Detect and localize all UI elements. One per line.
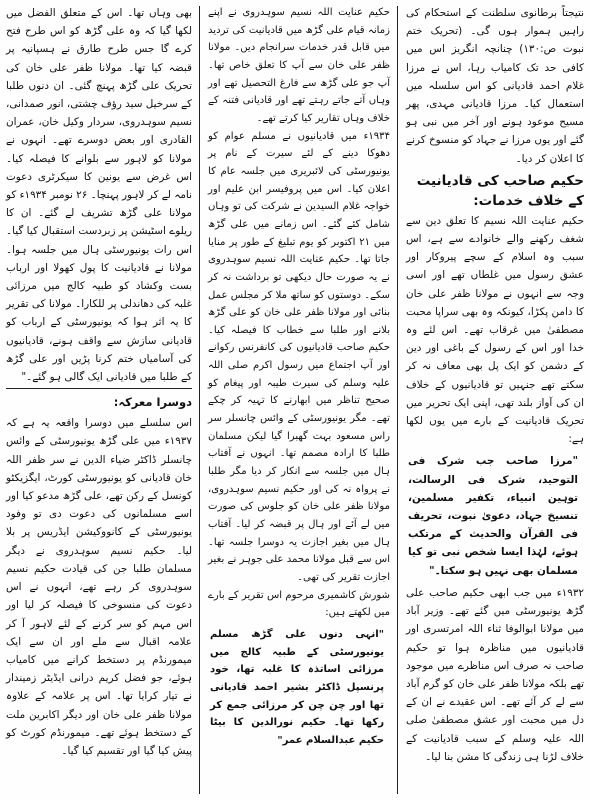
middle-column — [208, 4, 390, 796]
section-heading: حکیم صاحب کی قادیانیت کے خلاف خدمات: — [416, 172, 584, 209]
block-quote-shorish: "انہی دنوں علی گڑھ مسلم یونیورسٹی کے طبیہ کالج میں مرزائی اساتذہ کا غلبہ تھا، خود پرنسپل ڈاکٹر بشیر احمد قادیانی تھا اور چن چن کر مرزائی جمع کر رکھا تھا۔ حکیم نورالدین کا بیٹا حکیم عبدالسلام عمر" — [210, 628, 384, 746]
right-column — [406, 4, 584, 796]
right-paragraph-2: حکیم عنایت اللہ نسیم کا تعلق دین سے شغف رکھنے والے خانوادے سے ہے، اس سبب وہ اسلام کے سچے پیروکار اور عشق رسول میں غلطاں تھے اور اسی وجہ سے انہوں نے مولانا ظفر علی خان کا دامن پکڑا، کیونکہ وہ بھی سراپا محبت مصطفیٰ میں غرقاب تھے۔ اس لئے وہ خدا اور اس کے رسول کے باغی اور دین کے دشمن کو ایک پل بھی معاف نہ کر سکتے تھے جنہیں تو قادیانیوں کے خلاف ان کی آواز بلند تھی، اپنی ایک تحریر میں تحریک قادیانیت کے بارے میں یوں لکھا ہے: — [406, 214, 584, 446]
section-subheading: دوسرا معرکہ: — [113, 395, 192, 410]
middle-paragraph-3: شورش کاشمیری مرحوم اس تقریر کے بارے میں لکھتے ہیں: — [208, 589, 390, 619]
left-column — [6, 4, 192, 796]
block-quote-mirza: "مرزا صاحب جب شرک فی التوحید، شرک فی الرسالت، توہین انبیاء، تکفیر مسلمین، تنسیخ جہاد، دعویٰ نبوت، تحریف فی القرآن والحدیث کے مرتکب ہوئے، لہٰذا ایسا شخص نبی تو کیا مسلمان بھی نہیں ہو سکتا۔" — [408, 455, 578, 577]
section-divider — [6, 388, 192, 389]
middle-paragraph-1: حکیم عنایت اللہ نسیم سوہدروی نے اپنے زمانہ قیام علی گڑھ میں قادیانیت کی تردید میں قابل قدر خدمات سرانجام دیں۔ مولانا ظفر علی خان سے آپ کا تعلق خاص تھا۔ آپ جو علی گڑھ سے فارغ التحصیل تھے اور وہاں آتے جاتے رہتے تھے اور قادیانی فتنہ کے خلاف وہاں تقاریر کیا کرتے تھے۔ — [208, 7, 390, 124]
left-paragraph-2: اس سلسلے میں دوسرا واقعہ یہ ہے کہ ۱۹۳۷ء میں علی گڑھ یونیورسٹی کے وائس چانسلر ڈاکٹر ضیاء الدین نے سر ظفر اللہ خان قادیانی کو یونیورسٹی کورٹ، ایگزیکٹو کونسل کے رکن تھے، علی گڑھ مدعو کیا اور اسے مسلمانوں کی دعوت دی تو وفود یونیورسٹی کے کانووکیشن ایڈریس پر بلا لیا۔ حکیم نسیم سوہدروی نے دیگر مسلمان طلبا جن کی قیادت حکیم نسیم سوہدروی کر رہے تھے، انہوں نے اس دعوت کی منسوخی کا فیصلہ کر لیا اور اس مہم کو سر کرنے کے لئے لاہور آ کر علامہ اقبال سے ملے اور ان سے ایک میمورنڈم پر دستخط کرانے میں کامیاب ہوئے، جو فضل کریم درانی ایڈیٹر زمیندار نے تیار کرایا تھا۔ اس پر علامہ کے علاوہ مولانا ظفر علی خان اور دیگر اکابرین ملت کے دستخط ہوئے تھے۔ میمورنڈم کورٹ کو پیش کیا گیا اور تقسیم کیا گیا۔ — [6, 417, 192, 757]
column-divider-left — [199, 6, 200, 794]
column-divider-right — [397, 6, 398, 794]
right-paragraph-1: نتیجتاً برطانوی سلطنت کے استحکام کی راہیں ہموار ہوں گی۔ (تحریک ختم نبوت ص:۱۳۰) چنانچہ انگریز اس میں کافی حد تک کامیاب رہا، اس نے مرزا غلام احمد قادیانی کو اس سلسلہ میں استعمال کیا۔ مرزا قادیانی مہدی، پھر مسیح موعود ہونے اور آخر میں نبی ہو گئے اور یوں مرزا نے جہاد کو منسوخ کرنے کا اعلان کر دیا۔ — [406, 7, 584, 165]
middle-paragraph-2: ۱۹۳۴ء میں قادیانیوں نے مسلم عوام کو دھوکا دینے کے لئے سیرت کے نام پر یونیورسٹی کی لائبریری میں جلسہ عام کا اعلان کیا۔ اس میں پروفیسر ابن علیم اور خواجہ غلام السیدین نے شرکت کی تو وہاں شامل کئے گئے۔ اس زمانے میں علی گڑھ میں ۲۱ اکتوبر کو یوم تبلیغ کے طور پر منایا جاتا تھا۔ حکیم عنایت اللہ نسیم سوہدروی نے یہ صورت حال دیکھی تو برداشت نہ کر سکے۔ دوستوں کو ساتھ ملا کر مجلس عمل بنائی اور مولانا ظفر علی خان کو علی گڑھ بلانے اور طلبا سے خطاب کا فیصلہ کیا۔ حکیم صاحب قادیانیوں کی کانفرنس رکوانے اور آپ اجتماع میں رسول اکرم صلی اللہ علیہ وسلم کی سیرت طیبہ اور پیغام کو صحیح تناظر میں ابھارنے کا تہیہ کر چکے تھے۔ مگر یونیورسٹی کے وائس چانسلر سر راس مسعود بہت گھبرا گیا لیکن مسلمان طلبا کا ارادہ مصمم تھا۔ انہوں نے آفتاب ہال میں جلسہ سے انکار کر دیا مگر طلبا نے پرواہ نہ کی اور حکیم نسیم سوہدروی، مولانا ظفر علی خان کو جلوس کی صورت میں لے آئے اور ہال پر قبضہ کر لیا۔ آفتاب ہال میں بغیر اجازت یہ دوسرا جلسہ تھا۔ اس سے قبل مولانا محمد علی جوہر نے بغیر اجازت تقریر کی تھی۔ — [208, 130, 390, 583]
right-paragraph-3: ۱۹۳۲ء میں جب ابھی حکیم صاحب علی گڑھ یونیورسٹی میں گئے تھے۔ وزیر آباد میں مولانا ابوالوفا ثناء اللہ امرتسری اور قادیانیوں میں مناظرہ ہوا تو حکیم صاحب نہ صرف اس مناظرے میں موجود تھے بلکہ مولانا ظفر علی خان کو گرم آباد سے لے کر آئے تھے۔ اس عقیدے نے ان کے دل میں محبت اور عشق مصطفیٰ صلی اللہ علیہ وسلم کے سبب قادیانیت کے خلاف لڑنا ہی زندگی کا مشن بنا لیا۔ — [406, 586, 584, 763]
left-paragraph-1: بھی وہاں تھا۔ اس کے متعلق الفضل میں لکھا گیا کہ وہ علی گڑھ کو اس طرح فتح کرے گا جس طرح طارق نے ہسپانیہ پر قبضہ کیا تھا۔ مولانا ظفر علی خان کی تحریک علی گڑھ پہنچ گئی۔ ان دنوں طلبا کے سرخیل سید رؤف چشتی، انور صمدانی، نسیم سوہدروی، سردار وکیل خان، عمران القادری اور بعض دوسرے تھے۔ انہوں نے مولانا کو لاہور سے بلوانے کا فیصلہ کیا۔ اس غرض سے یونین کا سیکرٹری دعوت نامہ لے کر لاہور پہنچا۔ ۲۶ نومبر ۱۹۳۴ء کو مولانا علی گڑھ تشریف لے گئے۔ ان کا ریلوے اسٹیشن پر زبردست استقبال کیا گیا۔ اس رات یونیورسٹی ہال میں جلسہ ہوا۔ مولانا نے قادیانیت کا پول کھولا اور ارباب بست وکشاد کو طبیہ کالج میں مرزائی غلبہ کی دھاندلی پر للکارا۔ مولانا کی تقریر کا یہ اثر ہوا کہ یونیورسٹی کے ارباب کو قادیانی سازش سے واقف ہونے، قادیانیوں کی آسامیاں ختم کرنا پڑیں اور علی گڑھ کے طلبا میں قادیانی ایک گالی ہو گئے۔" — [6, 7, 192, 384]
